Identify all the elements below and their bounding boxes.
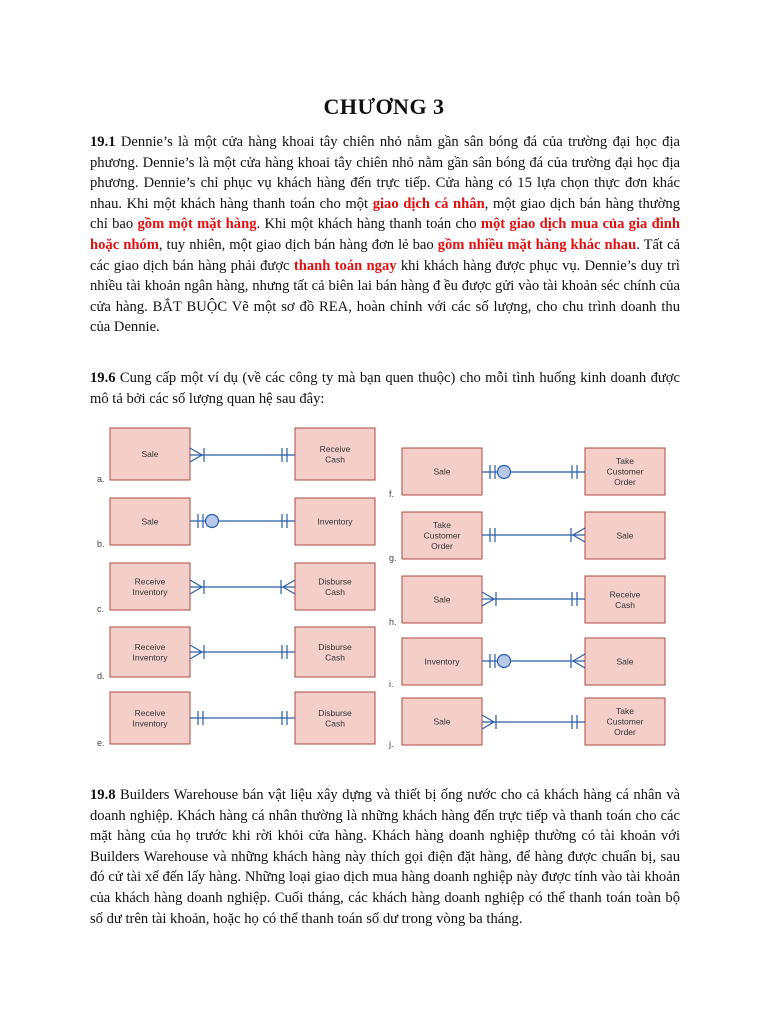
entity-left bbox=[402, 576, 482, 623]
entity-label: Cash bbox=[325, 652, 345, 663]
entity-label: Inventory bbox=[132, 652, 168, 663]
text-segment: , tuy nhiên, một giao dịch bán hàng đơn lẻ bao bbox=[158, 236, 438, 253]
highlight-text: thanh toán ngay bbox=[293, 257, 397, 274]
entity-left bbox=[110, 428, 190, 480]
entity-label: Disburse bbox=[318, 641, 352, 652]
entity-left bbox=[110, 498, 190, 545]
entity-label: Customer bbox=[606, 466, 644, 477]
text-segment: Dennie’s là một cửa hàng khoai tây chiên nhỏ nằm gần sân bóng đá của trường đại học địa phương. Dennie’s là một cửa hàng khoai tây chiên nhỏ nằm gần sân bóng đá của trường đại học địa phương. Dennie’s chỉ phục vụ khách hàng đến trực tiếp. Cửa hàng có 15 lựa chọn thực đơn khác nhau. Khi một khách hàng thanh toán cho một bbox=[90, 134, 680, 212]
highlight-text: giao dịch cá nhân bbox=[372, 195, 485, 212]
relationship-line bbox=[482, 528, 585, 542]
diagram-letter: j. bbox=[389, 739, 394, 749]
entity-right bbox=[295, 498, 375, 545]
entity-label: Receive bbox=[134, 641, 166, 652]
entity-label: Disburse bbox=[318, 707, 352, 718]
entity-right bbox=[295, 563, 375, 610]
entity-label: Cash bbox=[325, 454, 345, 465]
relationship-line bbox=[482, 465, 585, 479]
entity-left bbox=[402, 698, 482, 745]
entity-label: Take bbox=[433, 520, 451, 530]
entity-left bbox=[402, 448, 482, 495]
diagram-letter: a. bbox=[97, 474, 105, 484]
entity-label: Inventory bbox=[132, 586, 168, 597]
entity-label: Order bbox=[614, 477, 636, 487]
entity-label: Customer bbox=[423, 530, 461, 541]
chapter-title: CHƯƠNG 3 bbox=[323, 94, 445, 119]
entity-label: Inventory bbox=[132, 718, 168, 729]
text-segment: . Tất cả các giao dịch bán hàng phải được bbox=[90, 236, 680, 274]
entity-right bbox=[585, 698, 665, 745]
text-segment: , một giao dịch bán hàng thường chỉ bao bbox=[90, 195, 680, 233]
entity-label: Receive bbox=[134, 707, 166, 718]
exercise-number: 19.8 bbox=[90, 787, 116, 803]
highlight-text: gồm nhiều mặt hàng khác nhau bbox=[437, 236, 637, 253]
entity-label: Take bbox=[616, 456, 634, 466]
entity-label: Order bbox=[431, 541, 453, 551]
diagram-letter: c. bbox=[97, 604, 105, 614]
entity-left bbox=[110, 627, 190, 677]
relationship-line bbox=[190, 580, 295, 594]
entity-label: Order bbox=[614, 727, 636, 737]
diagram-letter: f. bbox=[389, 489, 395, 499]
entity-label: Sale bbox=[141, 516, 159, 527]
entity-label: Cash bbox=[615, 599, 635, 610]
entity-label: Receive bbox=[609, 589, 641, 600]
diagram-letter: h. bbox=[389, 617, 397, 627]
diagram-letter: e. bbox=[97, 738, 105, 748]
entity-label: Cash bbox=[325, 586, 345, 597]
entity-left bbox=[402, 512, 482, 559]
highlight-text: một giao dịch mua của gia đình hoặc nhóm bbox=[90, 216, 681, 253]
relationship-line bbox=[190, 448, 295, 462]
entity-label: Sale bbox=[433, 466, 451, 477]
text-segment: . Khi một khách hàng thanh toán cho bbox=[256, 216, 481, 233]
relationship-line bbox=[190, 645, 295, 659]
relationship-line bbox=[482, 715, 585, 729]
relationship-line bbox=[482, 592, 585, 606]
entity-left bbox=[402, 638, 482, 685]
entity-right bbox=[585, 638, 665, 685]
relationship-line bbox=[190, 711, 295, 725]
entity-label: Receive bbox=[319, 443, 351, 454]
text-segment: Builders Warehouse bán vật liệu xây dựng và thiết bị ống nước cho cả khách hàng cá nhân và doanh nghiệp. Khách hàng cá nhân thường là những khách hàng đến trực tiếp và thanh toán cho các mặt hàng của họ trước khi rời khỏi cửa hàng. Khách hàng doanh nghiệp thường có tài khoản với Builders Warehouse và những khách hàng này thích gọi điện đặt hàng, để hàng được chuẩn bị, sau đó cử tài xế đến lấy hàng. Những loại giao dịch mua hàng doanh nghiệp này được tính vào tài khoản của khách hàng doanh nghiệp. Cuối tháng, các khách hàng doanh nghiệp có thể thanh toán toàn bộ số dư trên tài khoản, hoặc họ có thể thanh toán số dư trong vòng ba tháng. bbox=[90, 787, 680, 927]
entity-right bbox=[585, 448, 665, 495]
diagram-letter: d. bbox=[97, 671, 105, 681]
exercise-number: 19.1 bbox=[90, 134, 116, 150]
entity-label: Cash bbox=[325, 718, 345, 729]
entity-left bbox=[110, 563, 190, 610]
exercise-19-8 bbox=[90, 785, 680, 929]
entity-label: Disburse bbox=[318, 576, 352, 587]
text-segment: Cung cấp một ví dụ (về các công ty mà bạn quen thuộc) cho mỗi tình huống kinh doanh được mô tả bởi các số lượng quan hệ sau đây: bbox=[90, 370, 680, 407]
diagram-letter: b. bbox=[97, 539, 105, 549]
relationship-line bbox=[482, 654, 585, 668]
entity-label: Sale bbox=[616, 530, 634, 541]
entity-right bbox=[295, 428, 375, 480]
entity-label: Sale bbox=[141, 449, 159, 459]
entity-right bbox=[295, 627, 375, 677]
relationship-line bbox=[190, 514, 295, 528]
entity-label: Receive bbox=[134, 576, 166, 587]
highlight-text: gồm một mặt hàng bbox=[137, 216, 257, 233]
entity-label: Sale bbox=[433, 594, 451, 605]
exercise-number: 19.6 bbox=[90, 370, 116, 386]
diagram-letter: i. bbox=[389, 679, 394, 689]
entity-right bbox=[585, 576, 665, 623]
entity-left bbox=[110, 692, 190, 744]
entity-right bbox=[295, 692, 375, 744]
entity-label: Customer bbox=[606, 716, 644, 727]
diagram-letter: g. bbox=[389, 553, 397, 563]
text-segment: khi khách hàng được phục vụ. Dennie’s duy trì nhiều tài khoản ngân hàng, nhưng tất cả biên lai bán hàng đ ều được gửi vào tài khoản séc chính của cửa hàng. BẮT BUỘC Vẽ một sơ đồ REA, hoàn chỉnh với các số lượng, cho chu trình doanh thu của Dennie. bbox=[90, 257, 680, 336]
entity-label: Inventory bbox=[317, 516, 353, 527]
entity-label: Inventory bbox=[424, 656, 460, 667]
entity-label: Take bbox=[616, 706, 634, 716]
entity-label: Sale bbox=[433, 716, 451, 727]
entity-label: Sale bbox=[616, 656, 634, 667]
entity-right bbox=[585, 512, 665, 559]
